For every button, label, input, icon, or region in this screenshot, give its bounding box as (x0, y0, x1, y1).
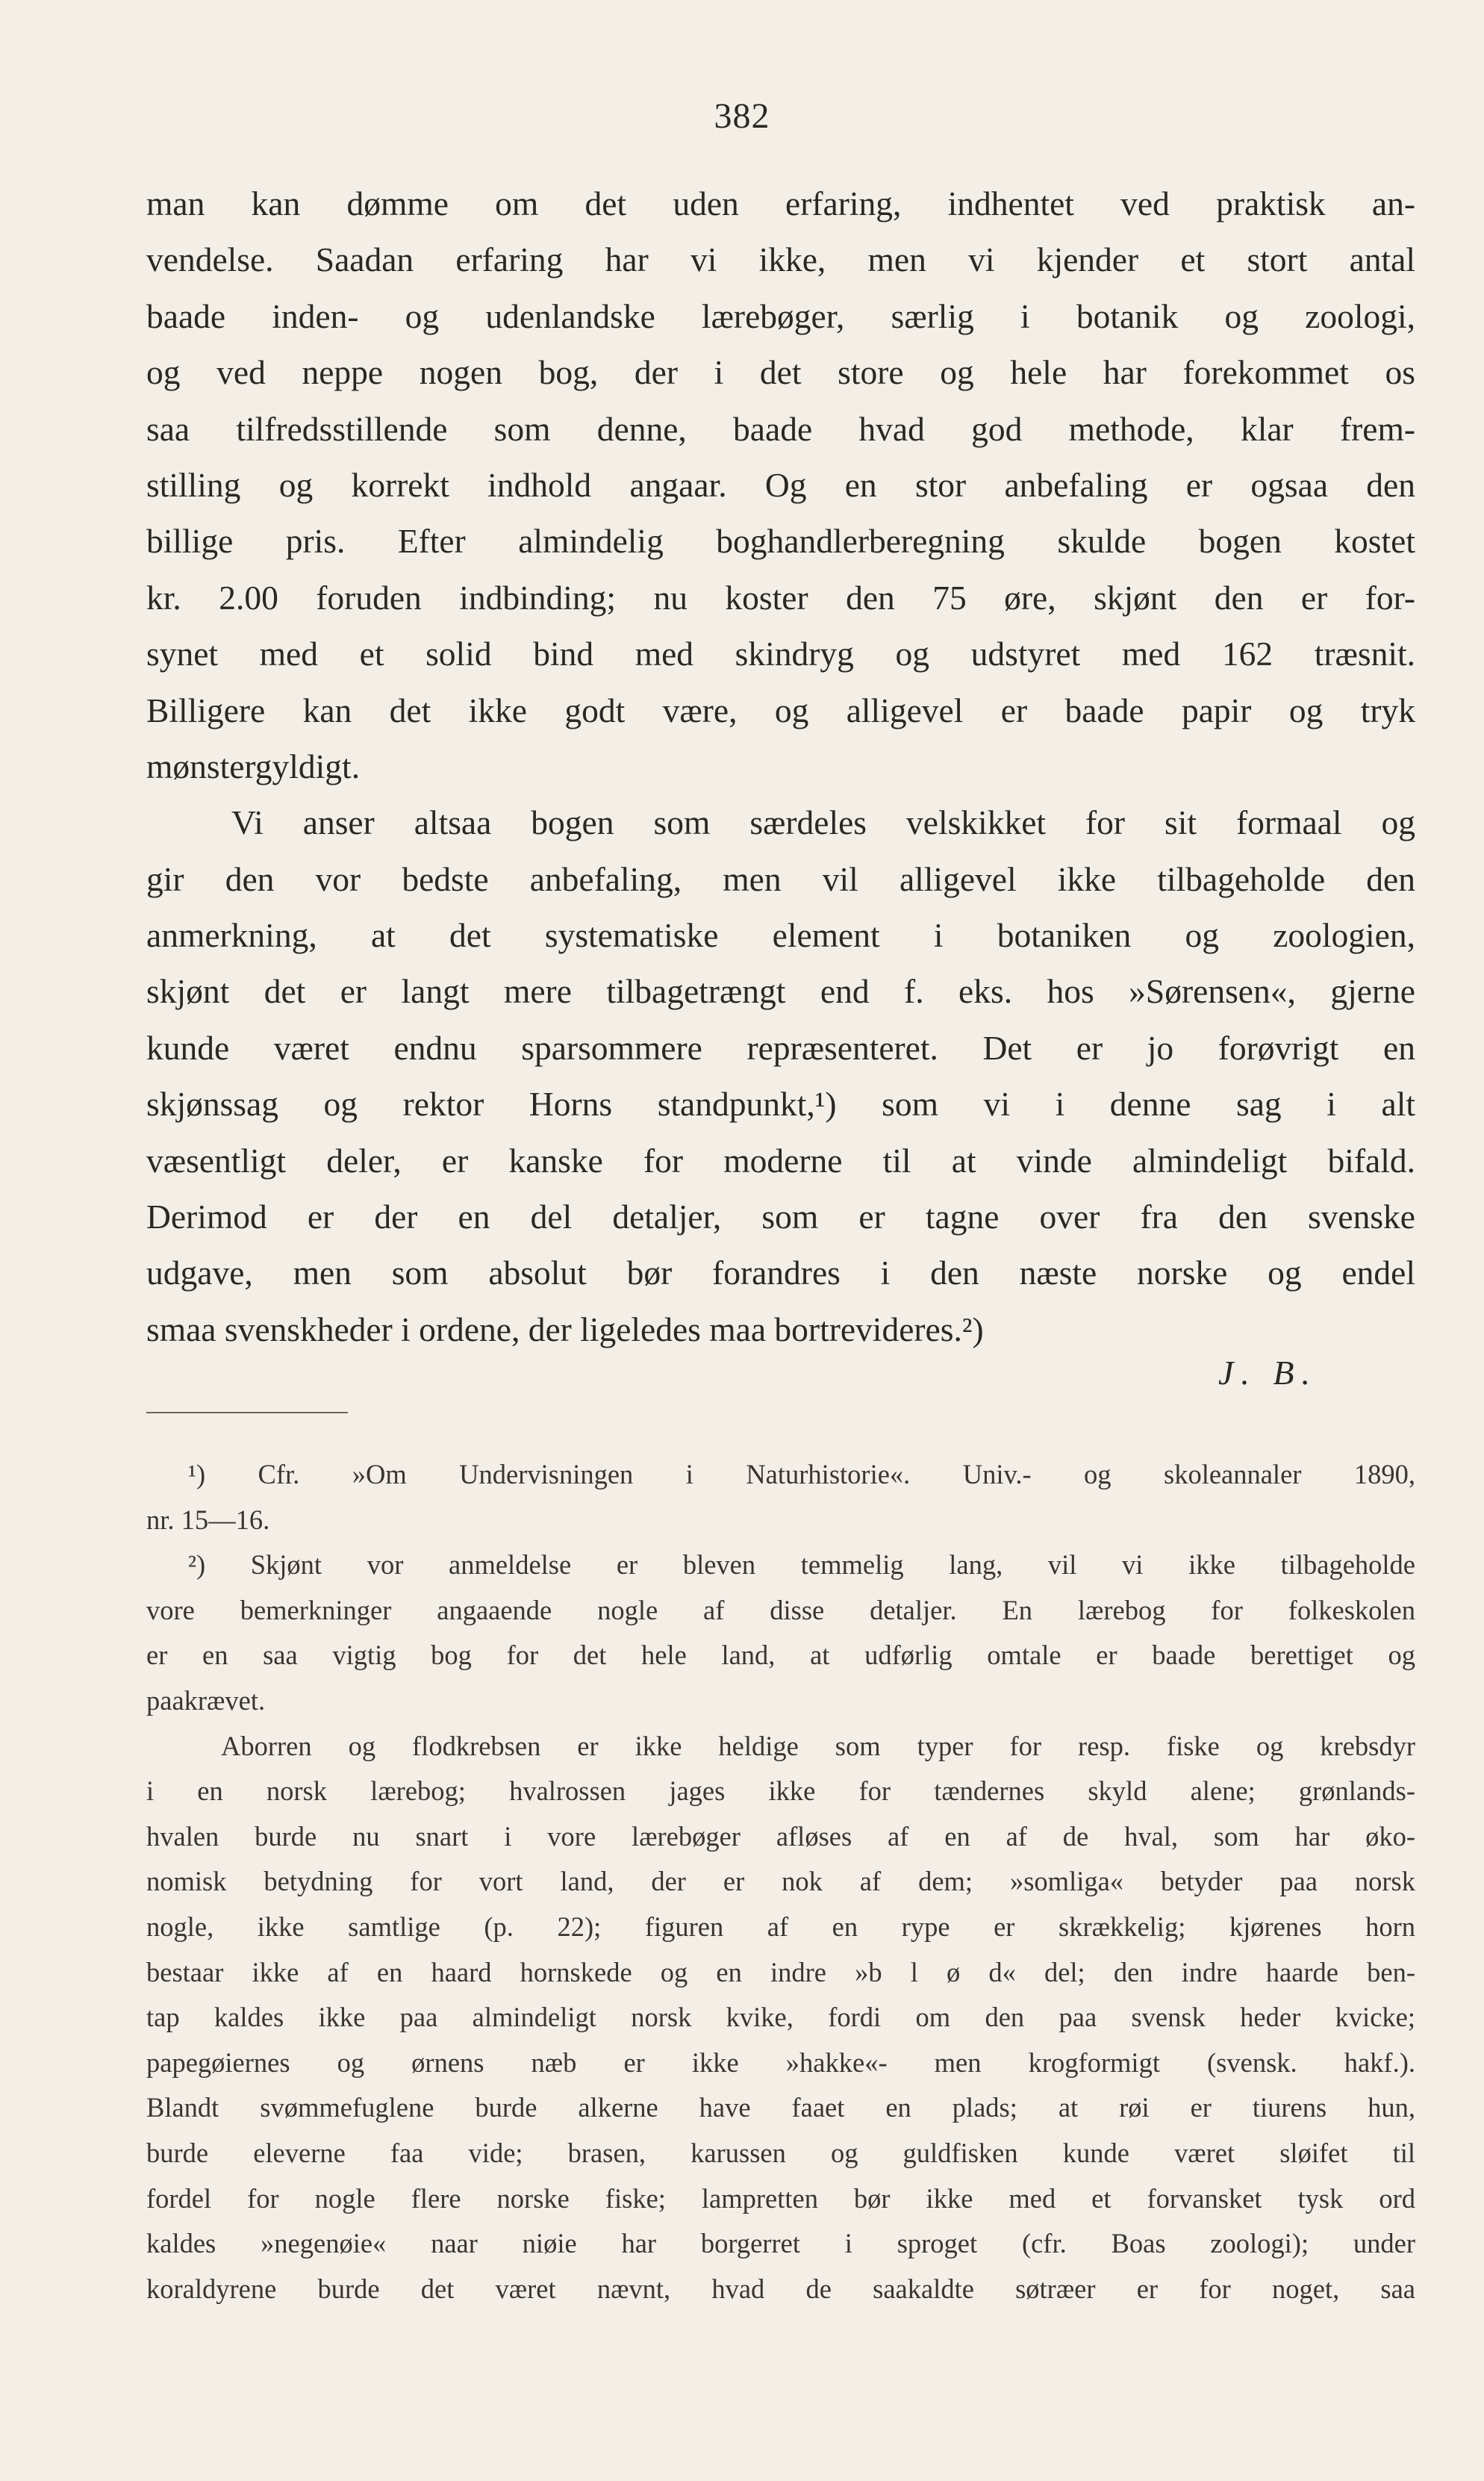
page-number: 382 (714, 96, 770, 136)
footnotes (146, 1452, 1415, 2312)
review-text (146, 175, 1415, 1357)
footnote-line: nogle, ikke samtlige (p. 22); figuren af en rype er skrækkelig; kjørenes horn (146, 1911, 1415, 1942)
footnote-line: ²) Skjønt vor anmeldelse er bleven temmelig lang, vil vi ikke tilbageholde (188, 1549, 1415, 1581)
text-line: Billigere kan det ikke godt være, og alligevel er baade papir og tryk (146, 691, 1415, 729)
footnote-line: Aborren og flodkrebsen er ikke heldige som typer for resp. fiske og krebsdyr (221, 1730, 1415, 1761)
text-line: udgave, men som absolut bør forandres i den næste norske og endel (146, 1254, 1415, 1292)
text-line: Derimod er der en del detaljer, som er tagne over fra den svenske (146, 1198, 1415, 1236)
text-line: mønstergyldigt. (146, 747, 361, 785)
footnote-line: ¹) Cfr. »Om Undervisningen i Naturhistorie«. Univ.- og skoleannaler 1890, (188, 1459, 1415, 1489)
text-line: gir den vor bedste anbefaling, men vil alligevel ikke tilbageholde den (146, 859, 1415, 898)
footnote-divider (146, 1412, 348, 1413)
footnote-line: i en norsk lærebog; hvalrossen jages ikke for tændernes skyld alene; grønlands- (146, 1775, 1415, 1807)
footnote-line: burde eleverne faa vide; brasen, karussen og guldfisken kunde været sløifet til (146, 2137, 1415, 2168)
text-line: og ved neppe nogen bog, der i det store og hele har forekommet os (146, 353, 1415, 392)
footnote-line: er en saa vigtig bog for det hele land, at udførlig omtale er baade berettiget og (146, 1640, 1415, 1671)
text-line: stilling og korrekt indhold angaar. Og en stor anbefaling er ogsaa den (146, 465, 1415, 504)
text-line: smaa svenskheder i ordene, der ligeledes maa bortrevideres.²) (146, 1310, 984, 1348)
footnote-line: hvalen burde nu snart i vore lærebøger afløses af en af de hval, som har øko- (146, 1820, 1415, 1852)
text-line: væsentligt deler, er kanske for moderne til at vinde almindeligt bifald. (146, 1141, 1415, 1180)
footnote-line: koraldyrene burde det været nævnt, hvad de saakaldte søtræer er for noget, saa (146, 2273, 1415, 2304)
text-line: man kan dømme om det uden erfaring, indhentet ved praktisk an- (146, 184, 1415, 222)
footnote-line: nomisk betydning for vort land, der er nok af dem; »somliga« betyder paa norsk (146, 1866, 1415, 1897)
footnote-line: nr. 15—16. (146, 1504, 270, 1535)
footnote-line: fordel for nogle flere norske fiske; lampretten bør ikke med et forvansket tysk ord (146, 2182, 1415, 2214)
text-line: vendelse. Saadan erfaring har vi ikke, men vi kjender et stort antal (146, 240, 1415, 279)
text-line: kunde været endnu sparsommere repræsenteret. Det er jo forøvrigt en (146, 1028, 1415, 1067)
author-signature: J. B. (1218, 1354, 1318, 1392)
text-line: skjønssag og rektor Horns standpunkt,¹) som vi i denne sag i alt (146, 1085, 1415, 1124)
footnote-line: bestaar ikke af en haard hornskede og en indre »b l ø d« del; den indre haarde ben- (146, 1956, 1415, 1987)
text-line: kr. 2.00 foruden indbinding; nu koster den 75 øre, skjønt den er for- (146, 578, 1415, 617)
text-line: anmerkning, at det systematiske element i botaniken og zoologien, (146, 916, 1415, 955)
footnote-line: vore bemerkninger angaaende nogle af disse detaljer. En lærebog for folkeskolen (146, 1594, 1415, 1625)
text-line: skjønt det er langt mere tilbagetrængt end f. eks. hos »Sørensen«, gjerne (146, 972, 1415, 1011)
text-line: billige pris. Efter almindelig boghandlerberegning skulde bogen kostet (146, 522, 1415, 561)
text-line: synet med et solid bind med skindryg og udstyret med 162 træsnit. (146, 635, 1415, 673)
text-line: baade inden- og udenlandske lærebøger, særlig i botanik og zoologi, (146, 296, 1415, 335)
text-line: saa tilfredsstillende som denne, baade hvad god methode, klar frem- (146, 409, 1415, 448)
footnote-line: kaldes »negenøie« naar niøie har borgerret i sproget (cfr. Boas zoologi); under (146, 2228, 1415, 2259)
footnote-line: tap kaldes ikke paa almindeligt norsk kvike, fordi om den paa svensk heder kvicke; (146, 2002, 1415, 2033)
text-line: Vi anser altsaa bogen som særdeles velskikket for sit formaal og (231, 803, 1415, 842)
footnote-line: paakrævet. (146, 1684, 266, 1716)
footnote-line: Blandt svømmefuglene burde alkerne have faaet en plads; at røi er tiurens hun, (146, 2092, 1415, 2123)
footnote-line: papegøiernes og ørnens næb er ikke »hakke«- men krogformigt (svensk. hakf.). (146, 2046, 1415, 2078)
